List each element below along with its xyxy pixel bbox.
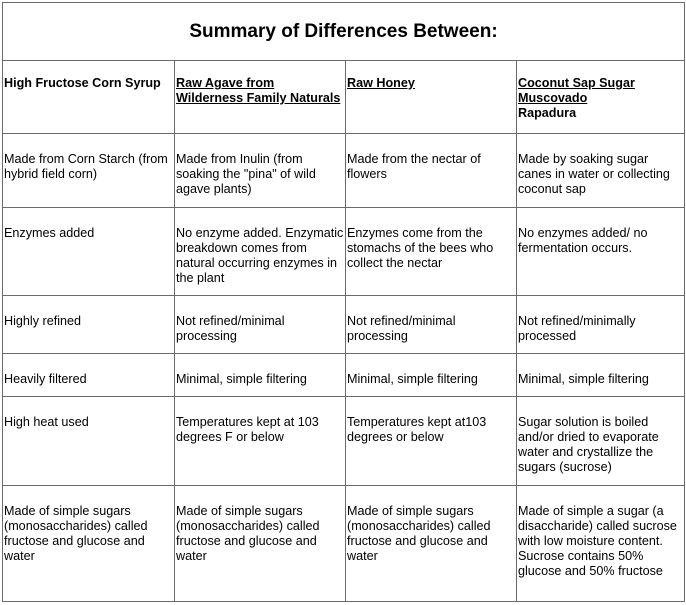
header-honey (346, 61, 517, 134)
table-cell: Made of simple sugars (monosaccharides) called fructose and glucose and water (346, 486, 517, 602)
table-cell: Made from the nectar of flowers (346, 134, 517, 208)
table-cell: High heat used (3, 397, 175, 486)
table-cell: Enzymes come from the stomachs of the bees who collect the nectar (346, 208, 517, 296)
comparison-table (2, 2, 685, 602)
table-cell: Not refined/minimal processing (346, 296, 517, 354)
header-link[interactable]: Raw Honey (347, 76, 415, 90)
table-cell: Made from Corn Starch (from hybrid field corn) (3, 134, 175, 208)
header-coconut (517, 61, 685, 134)
header-agave (175, 61, 346, 134)
header-link[interactable]: Muscovado (518, 91, 588, 105)
header-link[interactable]: Coconut Sap Sugar (518, 76, 635, 90)
table-row (3, 296, 685, 354)
header-line: High Fructose Corn Syrup (4, 76, 161, 90)
table-cell: Made of simple sugars (monosaccharides) called fructose and glucose and water (3, 486, 175, 602)
table-title: Summary of Differences Between: (3, 3, 685, 61)
table-cell: No enzyme added. Enzymatic breakdown comes from natural occurring enzymes in the plant (175, 208, 346, 296)
table-cell: No enzymes added/ no fermentation occurs. (517, 208, 685, 296)
table-row (3, 397, 685, 486)
table-cell: Minimal, simple filtering (517, 354, 685, 397)
table-cell: Made by soaking sugar canes in water or collecting coconut sap (517, 134, 685, 208)
table-cell: Enzymes added (3, 208, 175, 296)
table-cell: Not refined/minimal processing (175, 296, 346, 354)
table-row (3, 354, 685, 397)
table-cell: Made from Inulin (from soaking the "pina" of wild agave plants) (175, 134, 346, 208)
table-cell: Heavily filtered (3, 354, 175, 397)
table-cell: Temperatures kept at 103 degrees F or below (175, 397, 346, 486)
header-hfcs (3, 61, 175, 134)
table-cell: Temperatures kept at103 degrees or below (346, 397, 517, 486)
table-row (3, 134, 685, 208)
header-line: Rapadura (518, 106, 577, 120)
table-cell: Minimal, simple filtering (346, 354, 517, 397)
header-link[interactable]: Raw Agave from Wilderness Family Naturals (176, 76, 341, 105)
table-cell: Minimal, simple filtering (175, 354, 346, 397)
table-cell: Highly refined (3, 296, 175, 354)
table-cell: Sugar solution is boiled and/or dried to evaporate water and crystallize the sugars (sucrose) (517, 397, 685, 486)
table-cell: Made of simple sugars (monosaccharides) called fructose and glucose and water (175, 486, 346, 602)
table-row (3, 208, 685, 296)
table-cell: Not refined/minimally processed (517, 296, 685, 354)
table-row (3, 486, 685, 602)
table-cell: Made of simple a sugar (a disaccharide) called sucrose with low moisture content. Sucrose contains 50% glucose and 50% fructose (517, 486, 685, 602)
